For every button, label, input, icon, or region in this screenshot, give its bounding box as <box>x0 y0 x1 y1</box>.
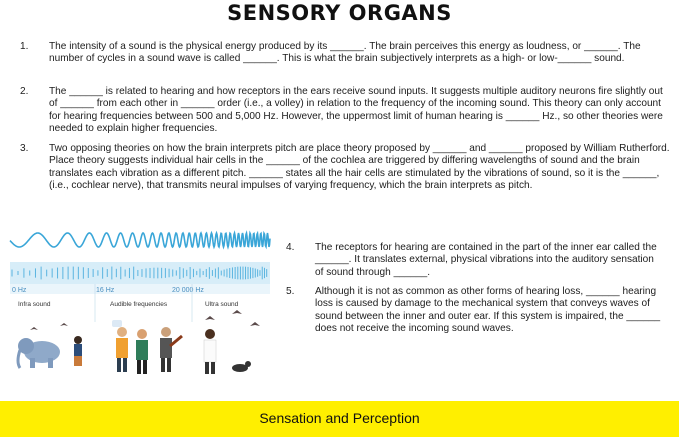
person-illustration <box>74 336 82 366</box>
question-number: 1. <box>20 41 29 52</box>
band-label-ultra: Ultra sound <box>205 301 239 308</box>
freq-label-20000: 20 000 Hz <box>172 287 204 294</box>
elephant-illustration <box>18 338 60 368</box>
footer-banner <box>0 401 679 437</box>
question-number: 2. <box>20 86 29 97</box>
question-text: The receptors for hearing are contained in the part of the inner ear called the ______. It translates external, physical vibrations into the auditory sensation of sound through ______. <box>315 242 657 278</box>
question-text: The intensity of a sound is the physical energy produced by its ______. The brain perceives this energy as loudness, or ______. The number of cycles in a sound wave is called ______. This is what the brain subjectively interprets as a high- or low-______ sound. <box>49 41 641 65</box>
band-label-infra: Infra sound <box>18 301 51 308</box>
talking-people-illustration <box>112 320 182 374</box>
woman-dog-illustration <box>204 329 251 374</box>
frequency-band <box>10 262 270 284</box>
question-number: 5. <box>286 286 295 297</box>
question-text: The ______ is related to hearing and how receptors in the ears receive sound inputs. It suggests multiple auditory neurons fire slightly out of ______ from each other in ______ order (i.e., a volley) in relation to the frequency of the incoming sound. This theory can only account for hearing frequencies between 500 and 5,000 Hz. However, the uppermost limit of human hearing is ______ Hz., so other theories were needed to explain higher frequencies. <box>49 86 663 135</box>
frequency-label-strip <box>10 284 270 294</box>
freq-label-0: 0 Hz <box>12 287 27 294</box>
bat-icons <box>30 310 260 330</box>
question-text: Two opposing theories on how the brain interprets pitch are place theory proposed by ______ and ______ proposed by William Rutherford. Place theory suggests individual hair cells in the ______ of the cochlea are triggered by differing wavelengths of sound and the brain translates each vibration as a different pitch. ______ states all the hair cells are stimulated by the vibrations of sound, so it is the ______, (i.e., cochlear nerve), that transmits neural impulses of varying frequency, which the brain interprets as pitch. <box>49 143 670 192</box>
footer-label: Sensation and Perception <box>259 410 420 426</box>
freq-label-16: 16 Hz <box>96 287 115 294</box>
question-number: 4. <box>286 242 295 253</box>
question-text: Although it is not as common as other forms of hearing loss, ______ hearing loss is caused by damage to the mechanical system that conveys waves of sound between the inner and outer ear. If this system is impaired, the ______ does not receive the incoming sound waves. <box>315 286 661 335</box>
page-title: SENSORY ORGANS <box>227 1 452 25</box>
band-label-audible: Audible frequencies <box>110 301 168 308</box>
sound-wave-graphic <box>10 233 270 247</box>
sound-frequency-figure <box>0 222 278 382</box>
question-number: 3. <box>20 143 29 154</box>
